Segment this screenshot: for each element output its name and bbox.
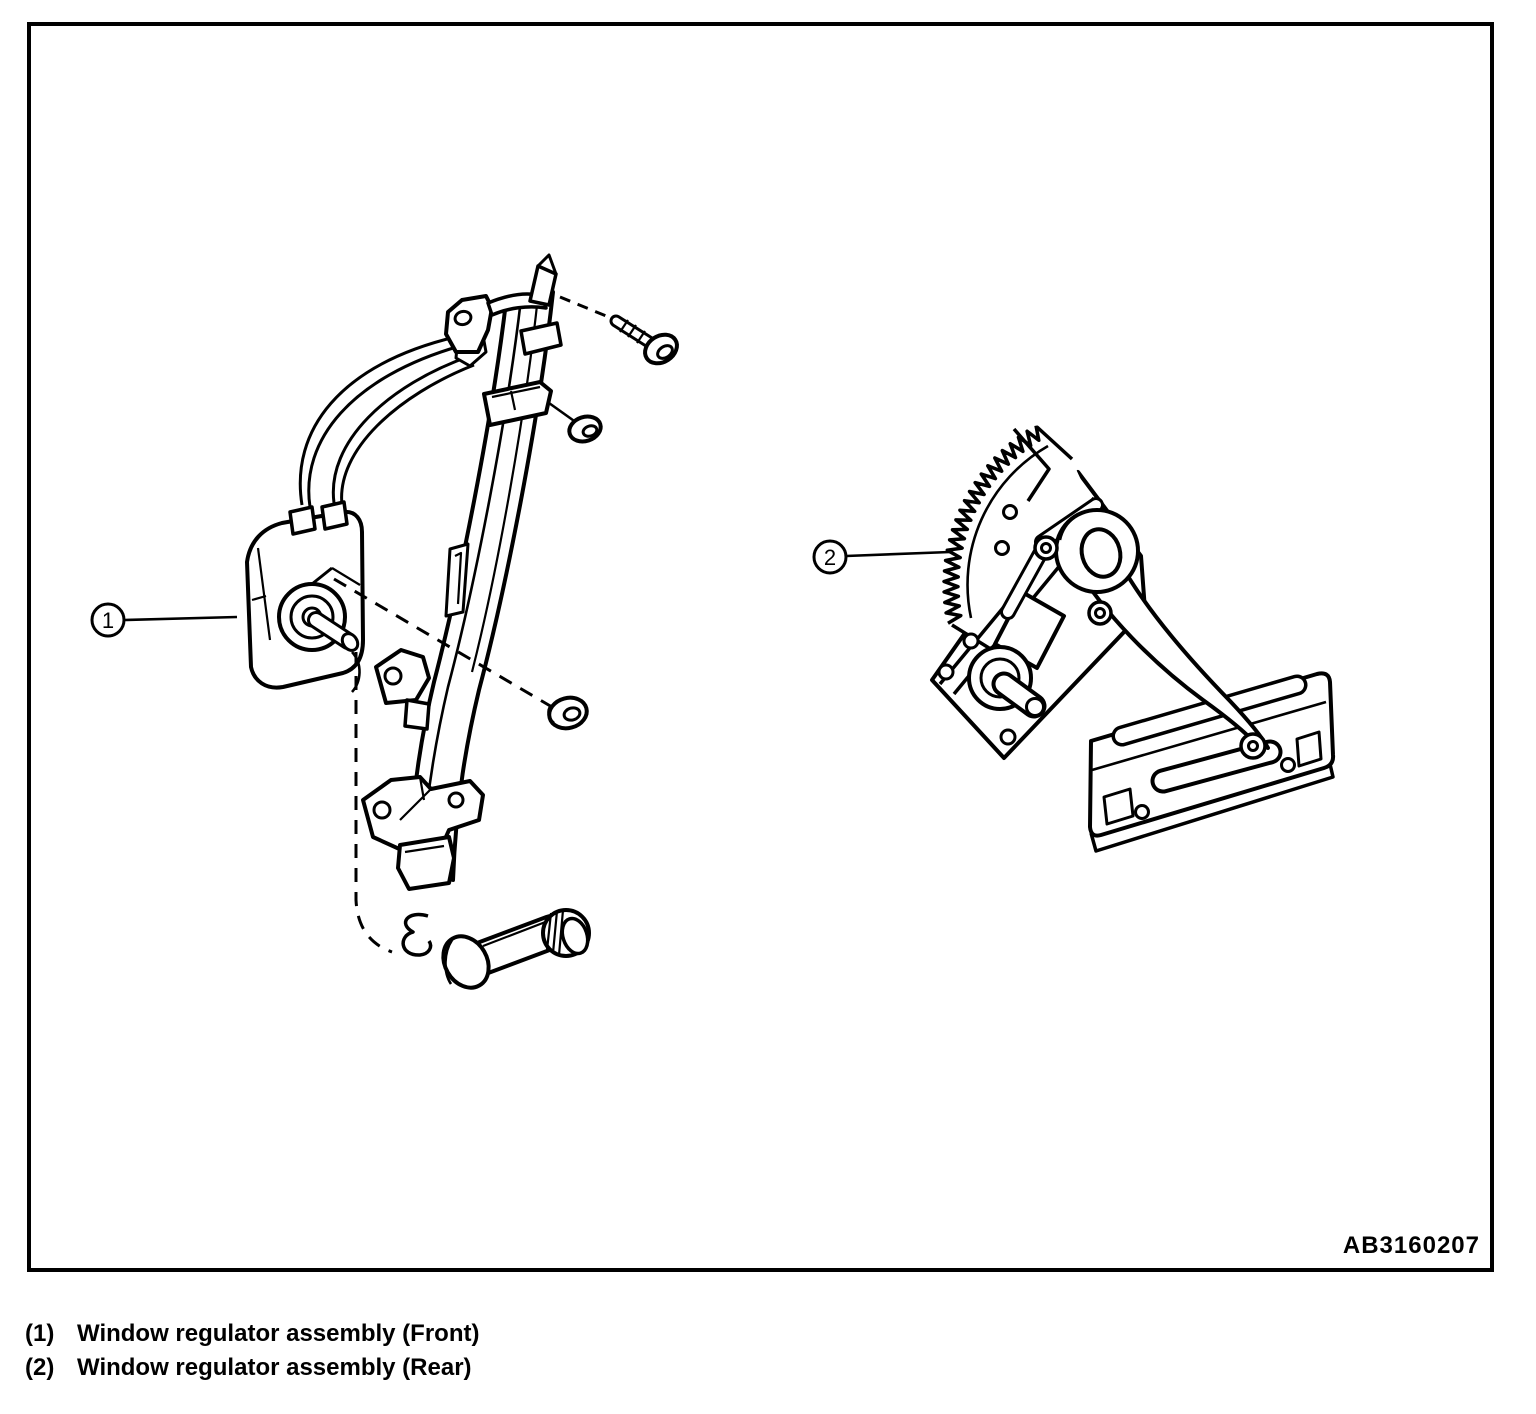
cable-connector	[290, 507, 315, 534]
legend-item	[25, 1320, 479, 1354]
mid-bracket-hole	[385, 668, 401, 684]
plate-hole	[964, 634, 978, 648]
legend-label: Window regulator assembly (Front)	[77, 1320, 480, 1347]
clamp-nut-line	[549, 403, 577, 423]
legend-item	[25, 1354, 479, 1388]
callout-2-leader	[846, 552, 950, 556]
elbow-rivet	[1089, 602, 1111, 624]
rail-foot	[398, 837, 454, 889]
cable-line	[300, 337, 455, 505]
plate-hole	[1001, 730, 1015, 744]
lower-bracket-hole	[449, 793, 463, 807]
gear-hole	[996, 542, 1009, 555]
channel-rect-slot	[1104, 789, 1133, 824]
callouts	[92, 541, 950, 636]
legend	[25, 1320, 479, 1388]
lower-bracket-hole	[374, 802, 390, 818]
top-flag	[530, 266, 556, 305]
legend-marker: (2)	[25, 1354, 55, 1381]
front-regulator-drawing	[247, 255, 682, 996]
pivot-rivet	[1035, 537, 1057, 559]
cable-connector	[322, 502, 347, 529]
callout-2-number: 2	[823, 545, 837, 570]
arm-rivet	[1241, 734, 1265, 758]
mid-bracket-tab	[405, 700, 429, 729]
cable-line	[333, 356, 470, 503]
plate-hole	[939, 665, 953, 679]
channel-rect-slot	[1297, 732, 1321, 766]
screw-leader-dashed	[560, 297, 611, 318]
rear-regulator-drawing	[932, 426, 1333, 851]
channel-hole	[1282, 759, 1295, 772]
gear-hole	[1004, 506, 1017, 519]
legend-label: Window regulator assembly (Rear)	[77, 1354, 472, 1381]
legend-marker: (1)	[25, 1320, 55, 1347]
channel-hole	[1136, 806, 1149, 819]
callout-1-leader	[124, 617, 237, 620]
figure-code: AB3160207	[1342, 1232, 1480, 1259]
retainer-clip	[403, 915, 430, 955]
callout-1-number: 1	[101, 608, 115, 633]
drum-stub-cap	[1027, 699, 1044, 716]
